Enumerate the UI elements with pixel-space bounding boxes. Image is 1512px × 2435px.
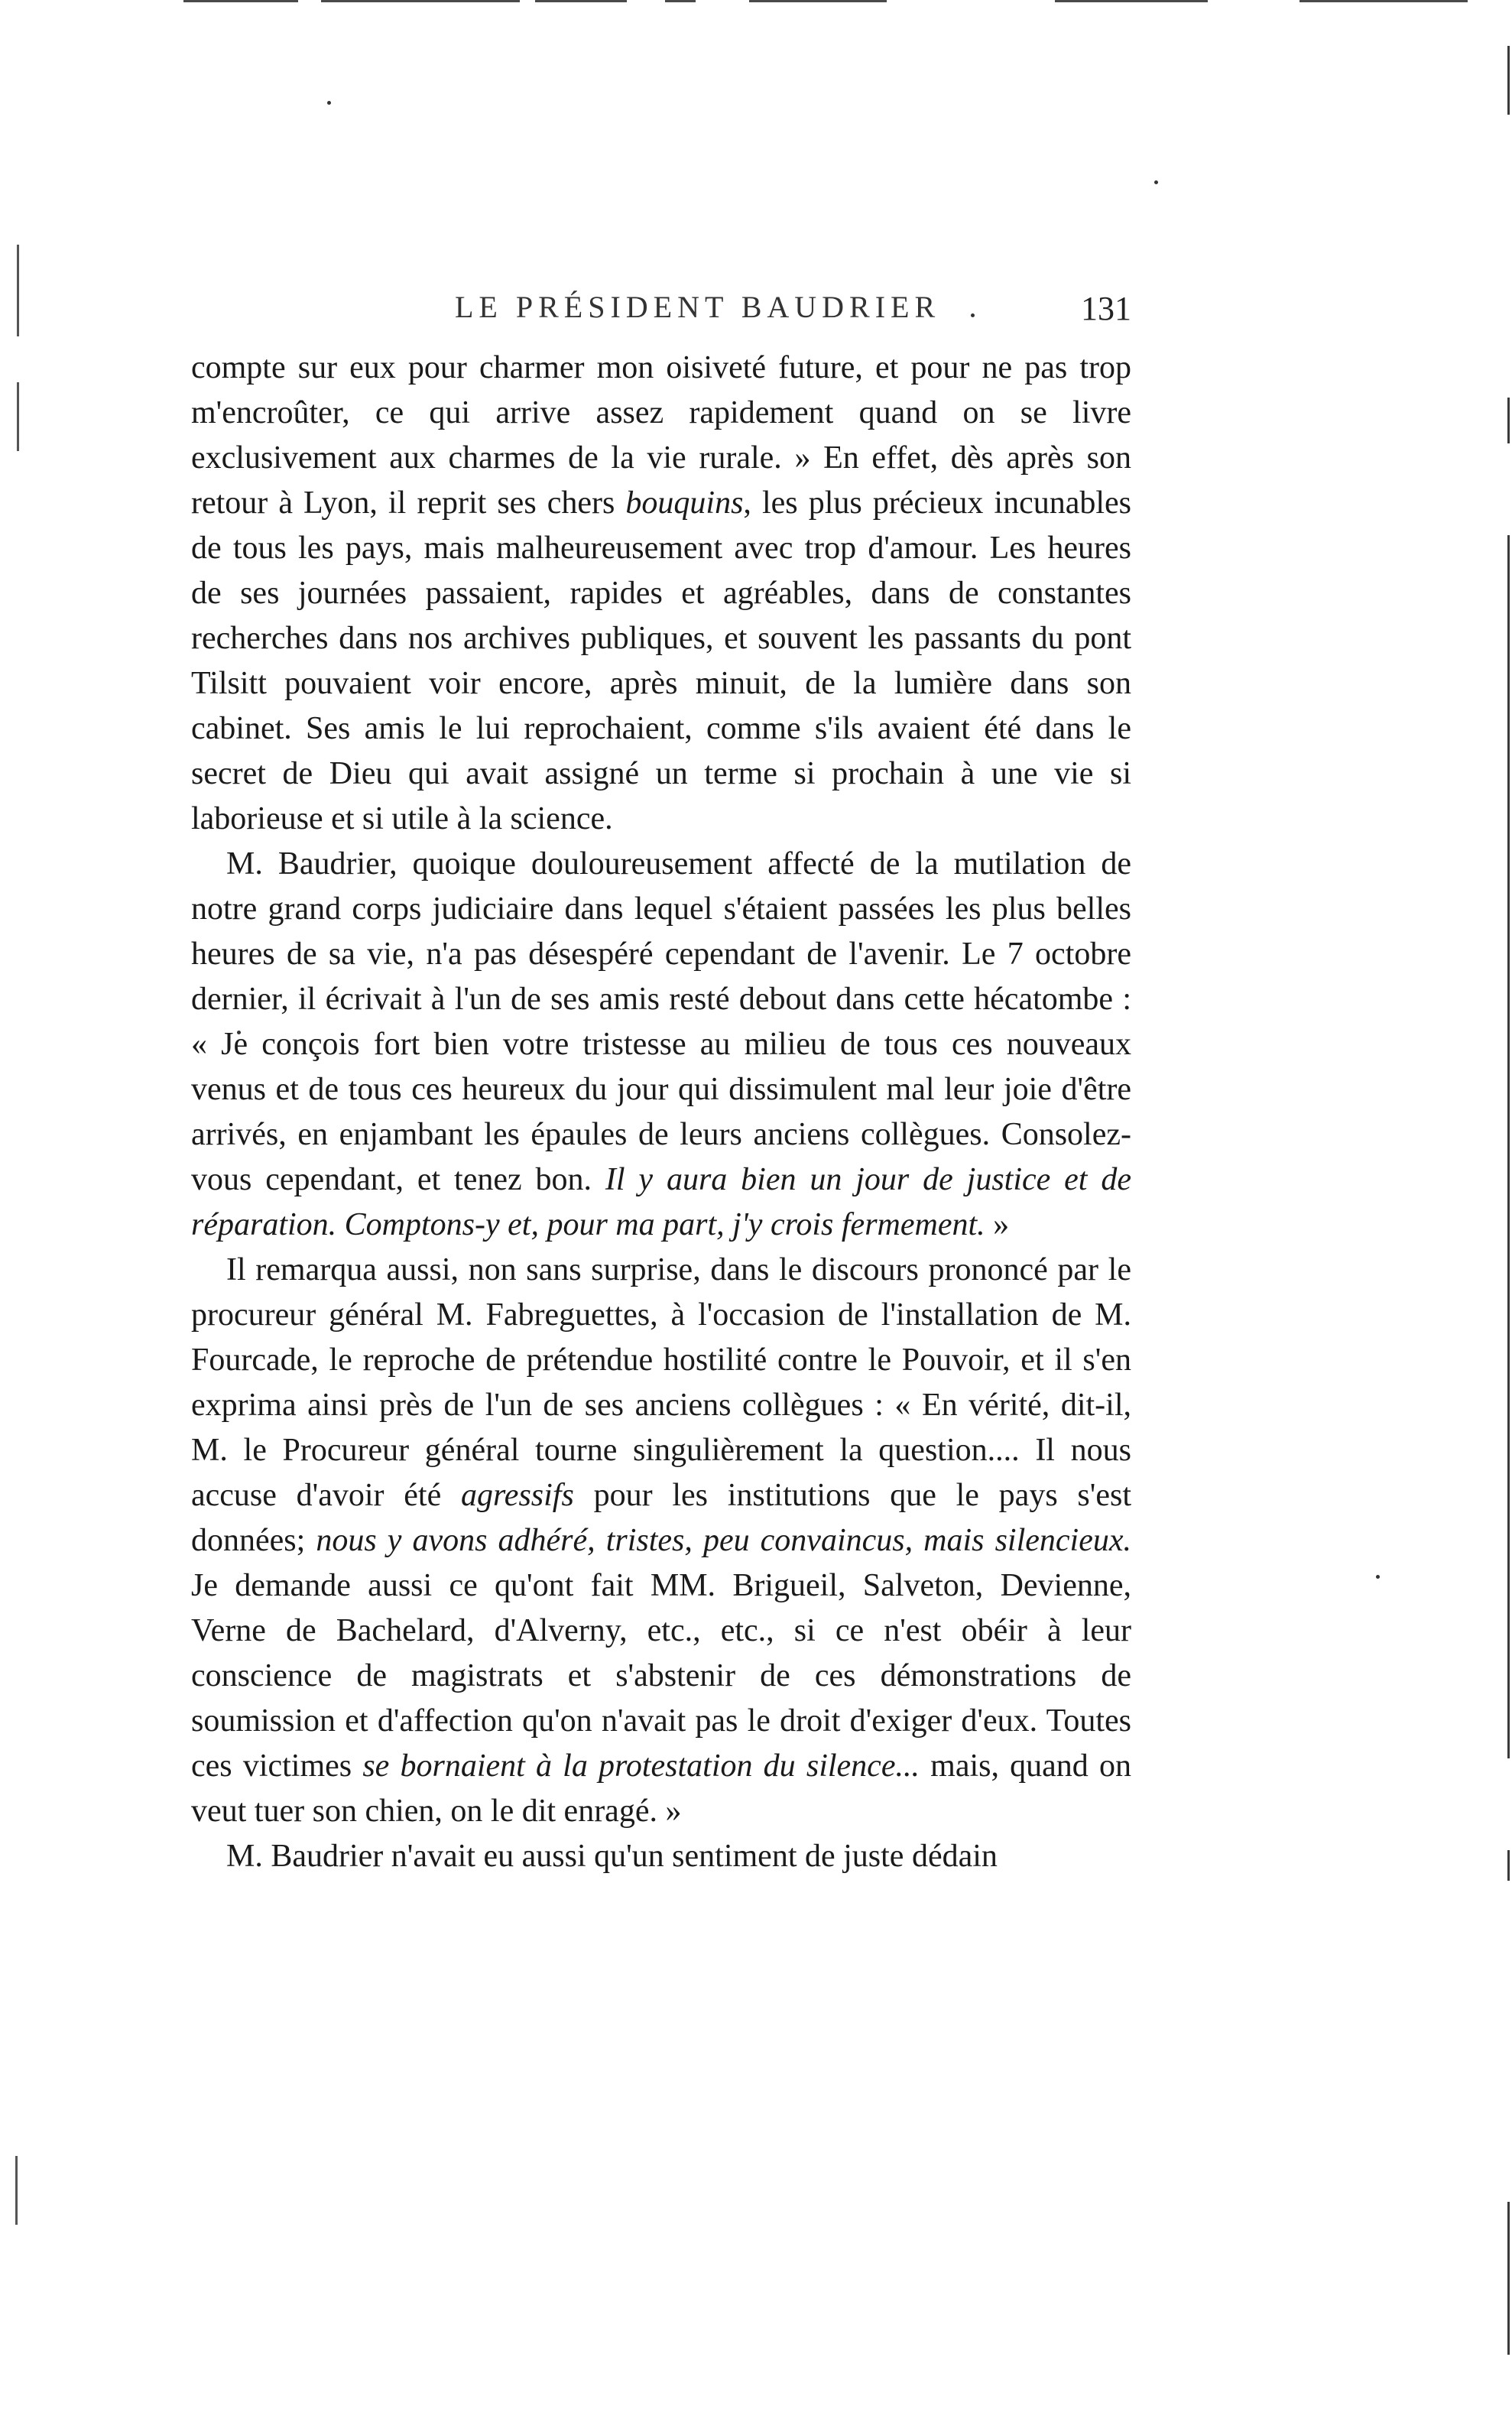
page-header [191,284,1131,346]
text-run: , les plus précieux incunables de tous les pays, mais malheureusement avec trop d'amour. Les heures de ses journées passaient, rapides et agréables, dans de constantes recherches dans nos archives publiques, et souvent les passants du pont Tilsitt pouvaient voir encore, après minuit, de la lumière dans son cabinet. Ses amis le lui reprochaient, comme s'ils avaient été dans le secret de Dieu qui avait assigné un terme si prochain à une vie si laborieuse et si utile à la science. [191,485,1132,836]
scan-speck [1376,1575,1380,1579]
paragraph [191,1834,1131,1879]
italic-text-run: bouquins [625,485,744,521]
italic-text-run: nous y avons adhéré, tristes, peu convaincus, mais silencieux. [316,1523,1131,1558]
text-run: compte sur eux pour charmer mon oisiveté future, et pour ne pas trop m'encroûter, ce qui arrive assez rapidement quand on se livre exclusivement aux charmes de la vie rurale. » En effet, dès après son retour à Lyon, il reprit ses chers [191,350,1131,521]
paragraph [191,346,1131,842]
scan-border-right [1506,0,1512,2435]
text-run: M. Baudrier, quoique douloureusement affecté de la mutilation de notre grand corps judiciaire dans lequel s'étaient passées les plus belles heures de sa vie, n'a pas désespéré cependant de l'avenir. Le 7 octobre dernier, il écrivait à l'un de ses amis resté debout dans cette hécatombe : « Je conçois fort bien votre tristesse au milieu de tous ces nouveaux venus et de tous ces heureux du jour qui dissimulent mal leur joie d'être arrivés, en enjambant les épaules de leurs anciens collègues. Consolez-vous cependant, et tenez bon. [191,846,1131,1197]
text-run: Il remarqua aussi, non sans surprise, dans le discours prononcé par le procureur général M. Fabreguettes, à l'occasion de l'installation de M. Fourcade, le reproche de prétendue hostilité contre le Pouvoir, et il s'en exprima ainsi près de l'un de ses anciens collègues : « En vérité, dit-il, M. le Procureur général tourne singulièrement la question.... Il nous accuse d'avoir été [191,1252,1131,1513]
italic-text-run: se bornaient à la protestation du silence... [362,1748,920,1784]
text-run: » [985,1207,1010,1242]
running-head: LE PRÉSIDENT BAUDRIER [455,290,941,324]
italic-text-run: Il y aura bien un jour de justice et de réparation. Comptons-y et, pour ma part, j'y crois fermement. [191,1162,1132,1242]
text-run: mais, quand on veut tuer son chien, on le dit enragé. » [191,1748,1131,1829]
text-run: Je demande aussi ce qu'ont fait MM. Brigueil, Salveton, Devienne, Verne de Bachelard, d'Alverny, etc., etc., si ce n'est obéir à leur conscience de magistrats et s'abstenir de ces démonstrations de soumission et d'affection qu'on n'avait pas le droit d'exiger d'eux. Toutes ces victimes [191,1568,1131,1784]
paragraph [191,1248,1131,1834]
page-number: 131 [1081,290,1131,327]
text-run: pour les institutions que le pays s'est données; [191,1478,1131,1558]
text-run: M. Baudrier n'avait eu aussi qu'un sentiment de juste dédain [226,1839,998,1874]
scan-speck [327,101,331,105]
italic-text-run: agressifs [461,1478,574,1513]
paragraph [191,842,1131,1248]
scan-speck [1154,180,1158,184]
scan-border-top [0,0,1512,5]
body-text [191,346,1131,1879]
